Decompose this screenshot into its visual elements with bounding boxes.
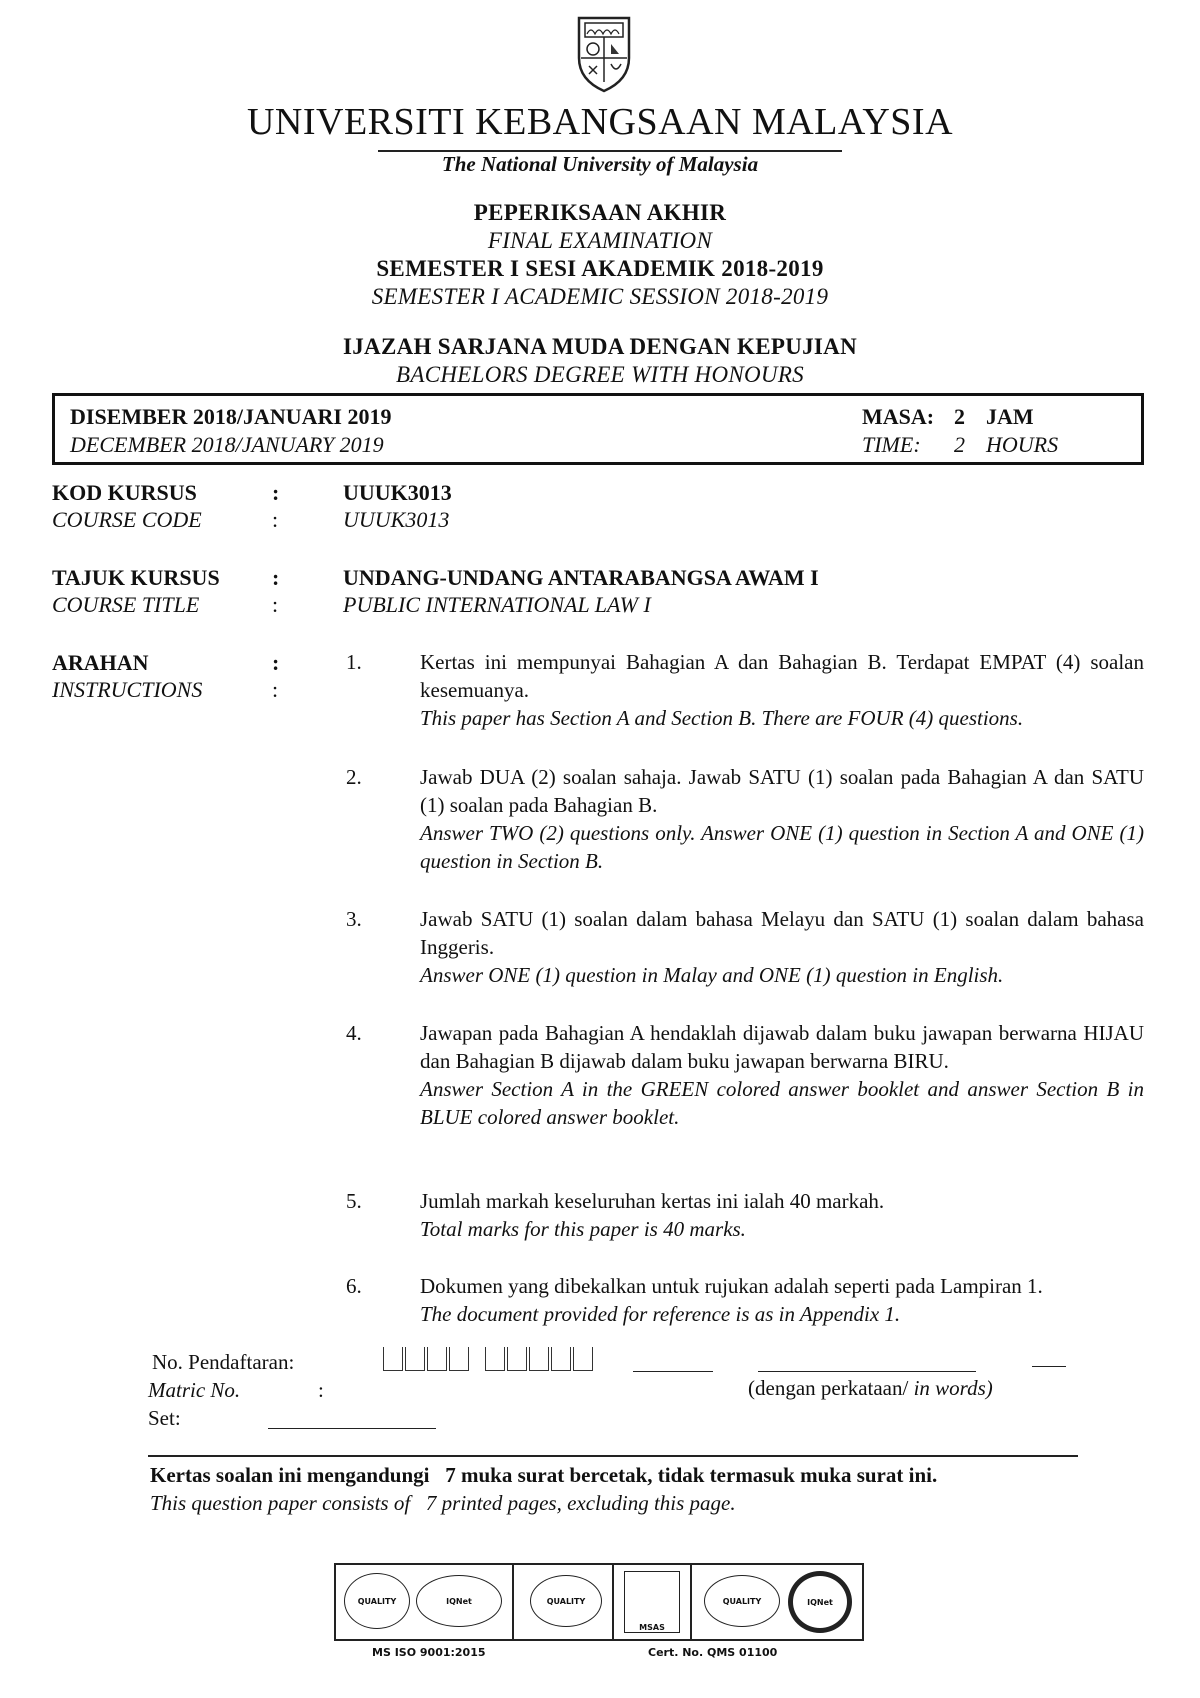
time-label: MASA:	[862, 404, 935, 429]
quality-logo: QUALITY	[704, 1575, 780, 1627]
exam-date: DISEMBER 2018/JANUARI 2019	[70, 404, 392, 429]
logo-divider	[512, 1565, 514, 1639]
time-unit: JAM	[986, 404, 1034, 429]
course-title-value-en: PUBLIC INTERNATIONAL LAW I	[343, 592, 651, 617]
instruction-item	[420, 648, 1144, 732]
time-label-en: TIME:	[862, 432, 921, 457]
exam-date-en: DECEMBER 2018/JANUARY 2019	[70, 432, 384, 457]
colon: :	[272, 592, 279, 617]
instruction-text: Kertas ini mempunyai Bahagian A dan Bahagian B. Terdapat EMPAT (4) soalan kesemuanya.	[420, 650, 1144, 702]
in-words-en: in words)	[913, 1376, 993, 1400]
instruction-text-en: Answer ONE (1) question in Malay and ONE (1) question in English.	[420, 963, 1004, 987]
matric-words-field[interactable]	[758, 1371, 976, 1372]
matric-number-boxes[interactable]	[383, 1347, 595, 1373]
cert-standard: MS ISO 9001:2015	[372, 1646, 486, 1659]
degree-en: BACHELORS DEGREE WITH HONOURS	[396, 362, 804, 387]
matric-label-en: Matric No.	[148, 1378, 241, 1402]
semester-en: SEMESTER I ACADEMIC SESSION 2018-2019	[371, 284, 829, 309]
instruction-text: Dokumen yang dibekalkan untuk rujukan adalah seperti pada Lampiran 1.	[420, 1274, 1043, 1298]
logo-divider	[612, 1565, 614, 1639]
instruction-item	[420, 763, 1144, 875]
instructions-label-en: INSTRUCTIONS	[52, 677, 203, 702]
matric-digit-box[interactable]	[485, 1347, 505, 1371]
colon: :	[272, 480, 280, 505]
course-code-value-en: UUUK3013	[343, 507, 450, 532]
iqnet-logo: IQNet	[788, 1571, 852, 1633]
matric-words-field[interactable]	[1032, 1366, 1066, 1367]
colon: :	[272, 507, 279, 532]
matric-digit-box[interactable]	[529, 1347, 549, 1371]
instruction-item	[420, 1019, 1144, 1131]
course-title-label: TAJUK KURSUS	[52, 565, 220, 590]
instruction-number: 4.	[346, 1021, 362, 1045]
course-title-value: UNDANG-UNDANG ANTARABANGSA AWAM I	[343, 565, 819, 590]
quality-logo: QUALITY	[530, 1575, 602, 1627]
instruction-number: 5.	[346, 1189, 362, 1213]
quality-logo: QUALITY	[344, 1573, 410, 1629]
iqnet-logo: IQNet	[416, 1575, 502, 1627]
instruction-text-en: The document provided for reference is as in Appendix 1.	[420, 1302, 901, 1326]
colon: :	[272, 565, 280, 590]
colon: :	[318, 1378, 324, 1402]
instruction-text-en: Total marks for this paper is 40 marks.	[420, 1217, 746, 1241]
university-crest	[573, 14, 635, 94]
instruction-number: 3.	[346, 907, 362, 931]
exam-title-en: FINAL EXAMINATION	[487, 228, 713, 253]
colon: :	[272, 650, 280, 675]
course-code-label-en: COURSE CODE	[52, 507, 202, 532]
instructions-label: ARAHAN	[52, 650, 149, 675]
matric-digit-box[interactable]	[383, 1347, 403, 1371]
instruction-text-en: Answer TWO (2) questions only. Answer ONE (1) question in Section A and ONE (1) question in Section B.	[420, 821, 1144, 873]
colon: :	[272, 677, 279, 702]
time-value-en: 2	[954, 432, 965, 457]
matric-digit-box[interactable]	[507, 1347, 527, 1371]
matric-digit-box[interactable]	[427, 1347, 447, 1371]
degree: IJAZAH SARJANA MUDA DENGAN KEPUJIAN	[343, 334, 857, 359]
in-words-note	[748, 1376, 993, 1401]
instruction-text: Jawapan pada Bahagian A hendaklah dijawab dalam buku jawapan berwarna HIJAU dan Bahagian B dijawab dalam buku jawapan berwarna BIRU.	[420, 1021, 1144, 1073]
footer-divider	[148, 1455, 1078, 1457]
matric-digit-box[interactable]	[573, 1347, 593, 1371]
instruction-text: Jumlah markah keseluruhan kertas ini ialah 40 markah.	[420, 1189, 885, 1213]
msas-logo: MSAS	[624, 1571, 680, 1633]
time-value: 2	[954, 404, 965, 429]
matric-digit-box[interactable]	[551, 1347, 571, 1371]
exam-title: PEPERIKSAAN AKHIR	[473, 200, 727, 225]
instruction-number: 1.	[346, 650, 362, 674]
certification-logos	[334, 1563, 864, 1641]
in-words-ms: (dengan perkataan/	[748, 1376, 909, 1400]
instruction-text: Jawab SATU (1) soalan dalam bahasa Melayu dan SATU (1) soalan dalam bahasa Inggeris.	[420, 907, 1144, 959]
course-code-value: UUUK3013	[343, 480, 452, 505]
semester: SEMESTER I SESI AKADEMIK 2018-2019	[376, 256, 824, 281]
instruction-number: 2.	[346, 765, 362, 789]
time-unit-en: HOURS	[986, 432, 1059, 457]
course-title-label-en: COURSE TITLE	[52, 592, 200, 617]
instruction-item	[420, 1187, 1144, 1243]
instruction-text-en: This paper has Section A and Section B. There are FOUR (4) questions.	[420, 706, 1024, 730]
set-field[interactable]	[268, 1428, 436, 1429]
set-label: Set:	[148, 1406, 181, 1430]
matric-number-field[interactable]	[633, 1371, 713, 1372]
course-code-label: KOD KURSUS	[52, 480, 197, 505]
page-count-note: Kertas soalan ini mengandungi 7 muka surat bercetak, tidak termasuk muka surat ini.	[150, 1463, 938, 1487]
matric-digit-box[interactable]	[449, 1347, 469, 1371]
instruction-text-en: Answer Section A in the GREEN colored answer booklet and answer Section B in BLUE colored answer booklet.	[420, 1077, 1144, 1129]
page-count-note-en: This question paper consists of 7 printed pages, excluding this page.	[150, 1491, 736, 1515]
university-name: UNIVERSITI KEBANGSAAN MALAYSIA	[246, 101, 954, 143]
university-name-en: The National University of Malaysia	[441, 152, 759, 176]
matric-digit-box[interactable]	[405, 1347, 425, 1371]
logo-divider	[690, 1565, 692, 1639]
cert-number: Cert. No. QMS 01100	[648, 1646, 778, 1659]
instruction-item	[420, 1272, 1144, 1328]
instruction-item	[420, 905, 1144, 989]
instruction-text: Jawab DUA (2) soalan sahaja. Jawab SATU (1) soalan pada Bahagian A dan SATU (1) soalan pada Bahagian B.	[420, 765, 1144, 817]
matric-label: No. Pendaftaran:	[152, 1350, 295, 1374]
instruction-number: 6.	[346, 1274, 362, 1298]
